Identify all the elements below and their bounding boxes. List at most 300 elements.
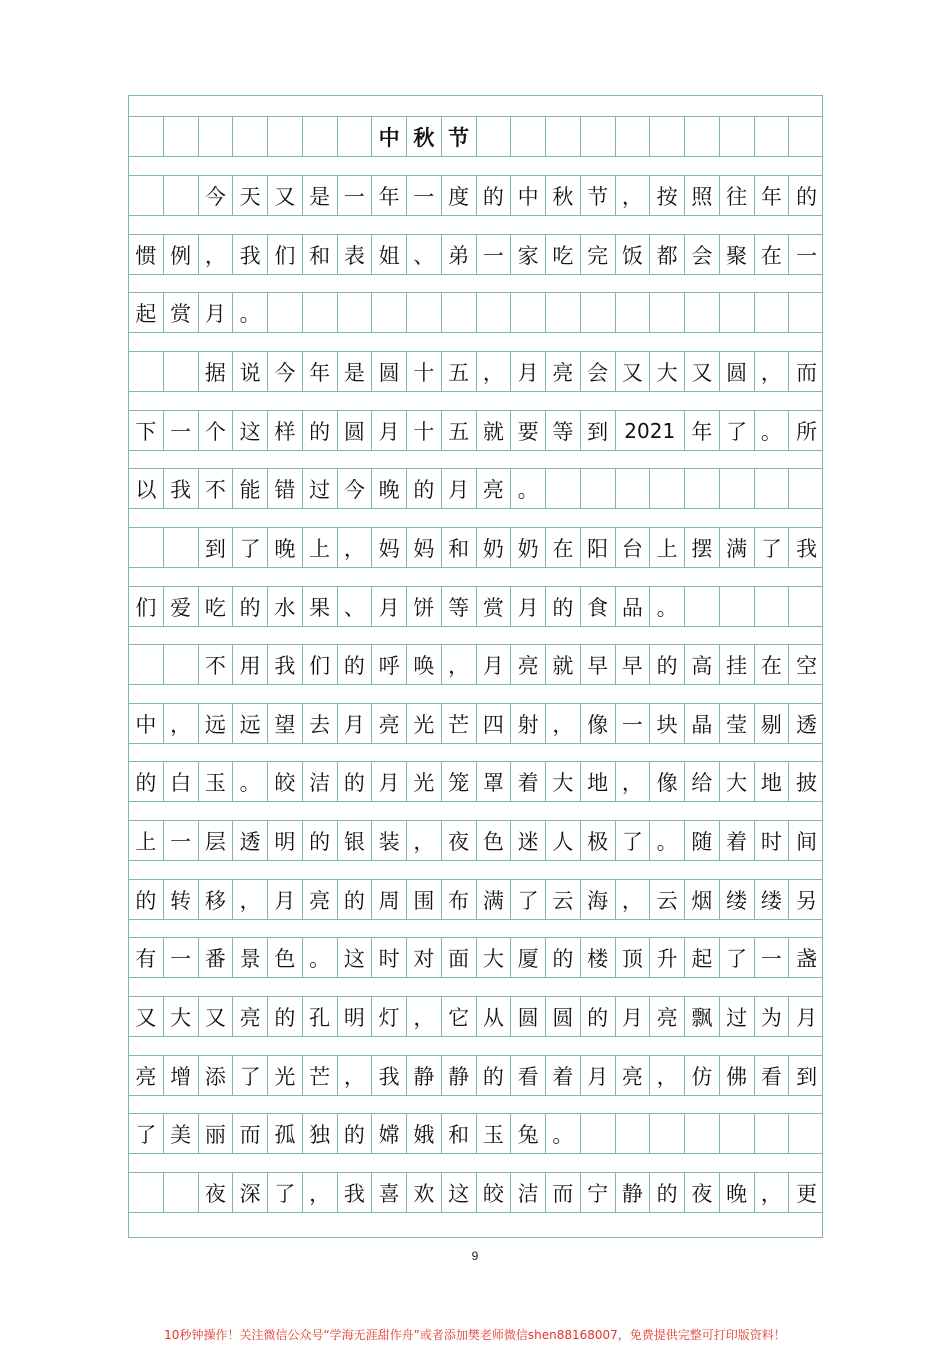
grid-cell <box>268 117 303 156</box>
grid-cell: 丽 <box>199 1114 234 1153</box>
grid-cell: 大 <box>650 352 685 391</box>
grid-cell <box>685 469 720 508</box>
grid-cell <box>789 293 824 332</box>
grid-cell: 孔 <box>303 997 338 1036</box>
grid-cell <box>164 176 199 215</box>
grid-cell: ， <box>442 645 477 684</box>
grid-cell: 的 <box>407 469 442 508</box>
grid-cell: 阳 <box>581 528 616 567</box>
grid-cell: 有 <box>129 938 164 977</box>
grid-cell: 。 <box>303 938 338 977</box>
text-row <box>129 292 822 333</box>
grid-cell: 月 <box>372 587 407 626</box>
grid-cell: 这 <box>233 411 268 450</box>
grid-cell <box>303 117 338 156</box>
grid-cell <box>720 469 755 508</box>
grid-cell <box>789 117 824 156</box>
grid-cell: 佛 <box>720 1056 755 1095</box>
grid-cell: 的 <box>650 1173 685 1212</box>
grid-cell: 皎 <box>268 762 303 801</box>
grid-cell: 以 <box>129 469 164 508</box>
grid-cell: 大 <box>546 762 581 801</box>
grid-cell: 云 <box>546 880 581 919</box>
grid-cell: 圆 <box>338 411 373 450</box>
grid-cell <box>372 293 407 332</box>
grid-cell: 食 <box>581 587 616 626</box>
grid-cell: 像 <box>581 704 616 743</box>
grid-cell: 看 <box>511 1056 546 1095</box>
grid-cell: 错 <box>268 469 303 508</box>
grid-cell <box>546 117 581 156</box>
grid-cell: 年 <box>303 352 338 391</box>
grid-cell <box>789 1114 824 1153</box>
grid-cell <box>720 1114 755 1153</box>
grid-cell: 静 <box>407 1056 442 1095</box>
grid-cell: 的 <box>129 880 164 919</box>
grid-cell: ， <box>477 352 512 391</box>
grid-cell: 大 <box>477 938 512 977</box>
grid-cell: 我 <box>372 1056 407 1095</box>
grid-cell: 人 <box>546 821 581 860</box>
grid-cell: 是 <box>303 176 338 215</box>
grid-cell: 赏 <box>164 293 199 332</box>
grid-cell: 呼 <box>372 645 407 684</box>
grid-cell: 块 <box>650 704 685 743</box>
grid-cell <box>511 293 546 332</box>
grid-cell: 度 <box>442 176 477 215</box>
grid-cell: 的 <box>233 587 268 626</box>
grid-cell <box>650 293 685 332</box>
grid-cell: 姐 <box>372 235 407 274</box>
grid-cell: 亮 <box>129 1056 164 1095</box>
grid-cell <box>442 293 477 332</box>
grid-cell <box>755 587 790 626</box>
grid-cell: 的 <box>303 821 338 860</box>
grid-cell: 晶 <box>685 704 720 743</box>
grid-cell: 移 <box>199 880 234 919</box>
grid-cell <box>129 1173 164 1212</box>
grid-cell: ， <box>755 352 790 391</box>
grid-cell: 静 <box>442 1056 477 1095</box>
grid-cell: 时 <box>755 821 790 860</box>
grid-cell: 们 <box>268 235 303 274</box>
text-row <box>129 644 822 685</box>
grid-cell: 五 <box>442 411 477 450</box>
grid-cell: 远 <box>199 704 234 743</box>
grid-cell: 到 <box>199 528 234 567</box>
grid-cell: ， <box>338 1056 373 1095</box>
grid-cell: 晚 <box>720 1173 755 1212</box>
grid-cell: 远 <box>233 704 268 743</box>
grid-cell: 的 <box>303 411 338 450</box>
grid-cell: 嫦 <box>372 1114 407 1153</box>
grid-cell: 亮 <box>650 997 685 1036</box>
grid-cell: 例 <box>164 235 199 274</box>
grid-cell: 晚 <box>372 469 407 508</box>
grid-cell: 过 <box>720 997 755 1036</box>
grid-cell: 台 <box>616 528 651 567</box>
grid-cell: 在 <box>755 235 790 274</box>
grid-cell: 圆 <box>511 997 546 1036</box>
grid-cell <box>338 293 373 332</box>
grid-cell: 妈 <box>372 528 407 567</box>
grid-cell: 我 <box>233 235 268 274</box>
grid-cell: 云 <box>650 880 685 919</box>
grid-cell: 吃 <box>199 587 234 626</box>
grid-cell: 天 <box>233 176 268 215</box>
grid-cell: ， <box>338 528 373 567</box>
grid-cell: 上 <box>303 528 338 567</box>
grid-cell: 圆 <box>720 352 755 391</box>
grid-cell <box>338 117 373 156</box>
grid-cell: 极 <box>581 821 616 860</box>
grid-cell <box>720 117 755 156</box>
grid-cell: 吃 <box>546 235 581 274</box>
grid-cell: 就 <box>546 645 581 684</box>
grid-cell: 能 <box>233 469 268 508</box>
grid-cell: 的 <box>338 762 373 801</box>
grid-cell <box>477 117 512 156</box>
grid-cell: 夜 <box>442 821 477 860</box>
grid-cell: 了 <box>720 938 755 977</box>
grid-cell: 望 <box>268 704 303 743</box>
grid-cell: 层 <box>199 821 234 860</box>
grid-cell: 十 <box>407 411 442 450</box>
grid-cell <box>755 1114 790 1153</box>
grid-cell <box>650 117 685 156</box>
grid-cell <box>511 117 546 156</box>
grid-cell <box>755 117 790 156</box>
grid-cell: 洁 <box>303 762 338 801</box>
title-char: 中 <box>372 117 407 156</box>
grid-cell: 完 <box>581 235 616 274</box>
grid-cell: 五 <box>442 352 477 391</box>
grid-cell: 我 <box>164 469 199 508</box>
grid-cell: 月 <box>477 645 512 684</box>
composition-grid-paper <box>128 95 823 1238</box>
text-row <box>129 820 822 861</box>
grid-cell <box>303 293 338 332</box>
grid-cell: 饭 <box>616 235 651 274</box>
grid-cell <box>789 469 824 508</box>
grid-cell: 了 <box>268 1173 303 1212</box>
grid-cell: 们 <box>129 587 164 626</box>
grid-cell: 像 <box>650 762 685 801</box>
grid-cell <box>581 117 616 156</box>
grid-cell: 。 <box>650 821 685 860</box>
grid-cell: 亮 <box>616 1056 651 1095</box>
grid-cell: 对 <box>407 938 442 977</box>
grid-cell: 。 <box>650 587 685 626</box>
grid-cell: 一 <box>796 243 818 268</box>
grid-cell: 摆 <box>685 528 720 567</box>
grid-cell <box>616 1114 651 1153</box>
grid-cell <box>164 1173 199 1212</box>
grid-cell: 据 <box>199 352 234 391</box>
grid-cell: 番 <box>199 938 234 977</box>
grid-cell: 又 <box>616 352 651 391</box>
grid-cell <box>164 352 199 391</box>
grid-cell: 海 <box>581 880 616 919</box>
grid-cell: 下 <box>129 411 164 450</box>
grid-cell: 洁 <box>511 1173 546 1212</box>
grid-cell: 。 <box>511 469 546 508</box>
grid-cell: 更 <box>796 1181 818 1206</box>
grid-cell: 芒 <box>442 704 477 743</box>
grid-cell: 月 <box>581 1056 616 1095</box>
grid-cell <box>129 645 164 684</box>
grid-cell: 和 <box>442 1114 477 1153</box>
grid-cell: 到 <box>581 411 616 450</box>
grid-cell: 一 <box>755 938 790 977</box>
grid-cell: 光 <box>268 1056 303 1095</box>
title-char: 秋 <box>407 117 442 156</box>
grid-cell: 深 <box>233 1173 268 1212</box>
grid-cell: 说 <box>233 352 268 391</box>
text-row <box>129 1172 822 1213</box>
grid-cell <box>129 176 164 215</box>
grid-cell: 它 <box>442 997 477 1036</box>
grid-cell <box>546 469 581 508</box>
grid-cell <box>407 293 442 332</box>
grid-cell <box>720 293 755 332</box>
grid-cell: 装 <box>372 821 407 860</box>
grid-cell: 早 <box>581 645 616 684</box>
grid-cell: 玉 <box>199 762 234 801</box>
grid-cell: 年 <box>755 176 790 215</box>
grid-cell: 宁 <box>581 1173 616 1212</box>
grid-cell: 明 <box>268 821 303 860</box>
grid-cell: 披 <box>796 770 818 795</box>
grid-cell: 不 <box>199 645 234 684</box>
grid-cell: 高 <box>685 645 720 684</box>
grid-cell: 今 <box>199 176 234 215</box>
grid-cell: 爱 <box>164 587 199 626</box>
grid-cell: 又 <box>199 997 234 1036</box>
grid-cell: 、 <box>407 235 442 274</box>
grid-cell: 赏 <box>477 587 512 626</box>
grid-cell: 光 <box>407 704 442 743</box>
grid-cell: 月 <box>338 704 373 743</box>
grid-cell: ， <box>616 176 651 215</box>
grid-cell: 面 <box>442 938 477 977</box>
grid-cell <box>233 117 268 156</box>
grid-cell: 月 <box>511 352 546 391</box>
text-row <box>129 351 822 392</box>
grid-cell: 起 <box>129 293 164 332</box>
grid-cell: 白 <box>164 762 199 801</box>
grid-cell: 家 <box>511 235 546 274</box>
grid-cell: 为 <box>755 997 790 1036</box>
grid-cell: 添 <box>199 1056 234 1095</box>
grid-cell: 早 <box>616 645 651 684</box>
grid-cell: 升 <box>650 938 685 977</box>
grid-cell: 盏 <box>796 946 818 971</box>
grid-cell <box>650 1114 685 1153</box>
grid-cell: 按 <box>650 176 685 215</box>
grid-cell: 在 <box>546 528 581 567</box>
grid-cell: 表 <box>338 235 373 274</box>
grid-cell: 上 <box>129 821 164 860</box>
grid-cell: 而 <box>546 1173 581 1212</box>
grid-cell: 迷 <box>511 821 546 860</box>
grid-cell: 到 <box>796 1064 818 1089</box>
grid-cell: ， <box>616 762 651 801</box>
grid-cell: ， <box>407 997 442 1036</box>
grid-cell: 随 <box>685 821 720 860</box>
grid-cell: 了 <box>511 880 546 919</box>
grid-cell: 一 <box>477 235 512 274</box>
grid-cell <box>685 117 720 156</box>
grid-cell: 我 <box>268 645 303 684</box>
grid-cell: 的 <box>650 645 685 684</box>
grid-cell: 奶 <box>477 528 512 567</box>
grid-cell: 围 <box>407 880 442 919</box>
grid-cell: ， <box>303 1173 338 1212</box>
text-row <box>129 1055 822 1096</box>
grid-cell: 月 <box>796 1005 818 1030</box>
grid-cell <box>199 117 234 156</box>
grid-cell: 了 <box>129 1114 164 1153</box>
text-row <box>129 996 822 1037</box>
grid-cell: 仿 <box>685 1056 720 1095</box>
grid-cell: 惯 <box>129 235 164 274</box>
grid-cell <box>789 587 824 626</box>
footer-promo-note: 10秒钟操作！关注微信公众号“学海无涯甜作舟”或者添加樊老师微信shen88168007，免费提供完整可打印版资料！ <box>164 1328 786 1342</box>
grid-cell: 十 <box>407 352 442 391</box>
grid-cell: 的 <box>338 645 373 684</box>
grid-cell: 的 <box>477 176 512 215</box>
text-row <box>129 703 822 744</box>
grid-cell: 品 <box>616 587 651 626</box>
grid-cell: 周 <box>372 880 407 919</box>
text-row <box>129 1113 822 1154</box>
grid-cell: 看 <box>755 1056 790 1095</box>
grid-cell: 会 <box>685 235 720 274</box>
grid-cell: 上 <box>650 528 685 567</box>
grid-cell: 月 <box>199 293 234 332</box>
grid-cell: 的 <box>129 762 164 801</box>
grid-cell: 和 <box>303 235 338 274</box>
grid-cell: 年 <box>685 411 720 450</box>
grid-cell: 去 <box>303 704 338 743</box>
grid-cell: 的 <box>338 880 373 919</box>
grid-cell: 独 <box>303 1114 338 1153</box>
grid-cell: 着 <box>720 821 755 860</box>
grid-cell: 缕 <box>755 880 790 919</box>
grid-cell: 静 <box>616 1173 651 1212</box>
grid-cell: 是 <box>338 352 373 391</box>
grid-cell: 莹 <box>720 704 755 743</box>
grid-cell <box>581 293 616 332</box>
grid-cell <box>546 293 581 332</box>
grid-cell: 。 <box>546 1114 581 1153</box>
grid-cell: 起 <box>685 938 720 977</box>
grid-cell: 年 <box>372 176 407 215</box>
grid-cell: 满 <box>477 880 512 919</box>
grid-cell: 中 <box>129 704 164 743</box>
grid-cell <box>720 587 755 626</box>
grid-cell: 了 <box>233 528 268 567</box>
grid-cell: 时 <box>372 938 407 977</box>
text-row <box>129 879 822 920</box>
grid-cell <box>650 469 685 508</box>
grid-cell: 了 <box>233 1056 268 1095</box>
grid-cell: 夜 <box>199 1173 234 1212</box>
grid-cell: 的 <box>477 1056 512 1095</box>
grid-cell: 兔 <box>511 1114 546 1153</box>
grid-cell: 要 <box>511 411 546 450</box>
grid-cell: 而 <box>233 1114 268 1153</box>
grid-cell: 间 <box>796 829 818 854</box>
grid-cell: 我 <box>796 536 818 561</box>
grid-cell: 从 <box>477 997 512 1036</box>
text-row <box>129 175 822 216</box>
grid-cell: 的 <box>268 997 303 1036</box>
title-char: 节 <box>442 117 477 156</box>
grid-cell: 秋 <box>546 176 581 215</box>
grid-cell: 妈 <box>407 528 442 567</box>
grid-cell: 银 <box>338 821 373 860</box>
grid-cell: 个 <box>199 411 234 450</box>
grid-cell <box>616 469 651 508</box>
grid-cell: 色 <box>268 938 303 977</box>
grid-cell: 娥 <box>407 1114 442 1153</box>
grid-cell: 笼 <box>442 762 477 801</box>
grid-cell <box>129 528 164 567</box>
grid-cell: 了 <box>616 821 651 860</box>
grid-cell <box>685 1114 720 1153</box>
text-row <box>129 234 822 275</box>
text-row <box>129 410 822 451</box>
grid-cell <box>755 469 790 508</box>
grid-cell: 样 <box>268 411 303 450</box>
grid-cell: 都 <box>650 235 685 274</box>
grid-cell: 喜 <box>372 1173 407 1212</box>
grid-cell: ， <box>546 704 581 743</box>
grid-cell: 唤 <box>407 645 442 684</box>
grid-cell <box>616 117 651 156</box>
grid-cell: 果 <box>303 587 338 626</box>
grid-cell <box>581 1114 616 1153</box>
grid-cell: 着 <box>511 762 546 801</box>
grid-cell: ， <box>199 235 234 274</box>
grid-cell: 明 <box>338 997 373 1036</box>
grid-cell: 厦 <box>511 938 546 977</box>
grid-cell: 这 <box>338 938 373 977</box>
grid-cell: 色 <box>477 821 512 860</box>
grid-cell: 照 <box>685 176 720 215</box>
grid-cell: 聚 <box>720 235 755 274</box>
grid-cell: 亮 <box>511 645 546 684</box>
grid-cell: 奶 <box>511 528 546 567</box>
grid-cell: 亮 <box>372 704 407 743</box>
grid-cell: 水 <box>268 587 303 626</box>
grid-cell: 月 <box>268 880 303 919</box>
grid-cell: 顶 <box>616 938 651 977</box>
grid-cell: 就 <box>477 411 512 450</box>
grid-cell: 一 <box>164 938 199 977</box>
grid-cell <box>268 293 303 332</box>
text-row <box>129 937 822 978</box>
grid-cell <box>129 117 164 156</box>
grid-cell: 灯 <box>372 997 407 1036</box>
text-row <box>129 468 822 509</box>
grid-cell: 增 <box>164 1056 199 1095</box>
grid-cell: 大 <box>720 762 755 801</box>
grid-cell: 。 <box>755 411 790 450</box>
grid-cell: 皎 <box>477 1173 512 1212</box>
